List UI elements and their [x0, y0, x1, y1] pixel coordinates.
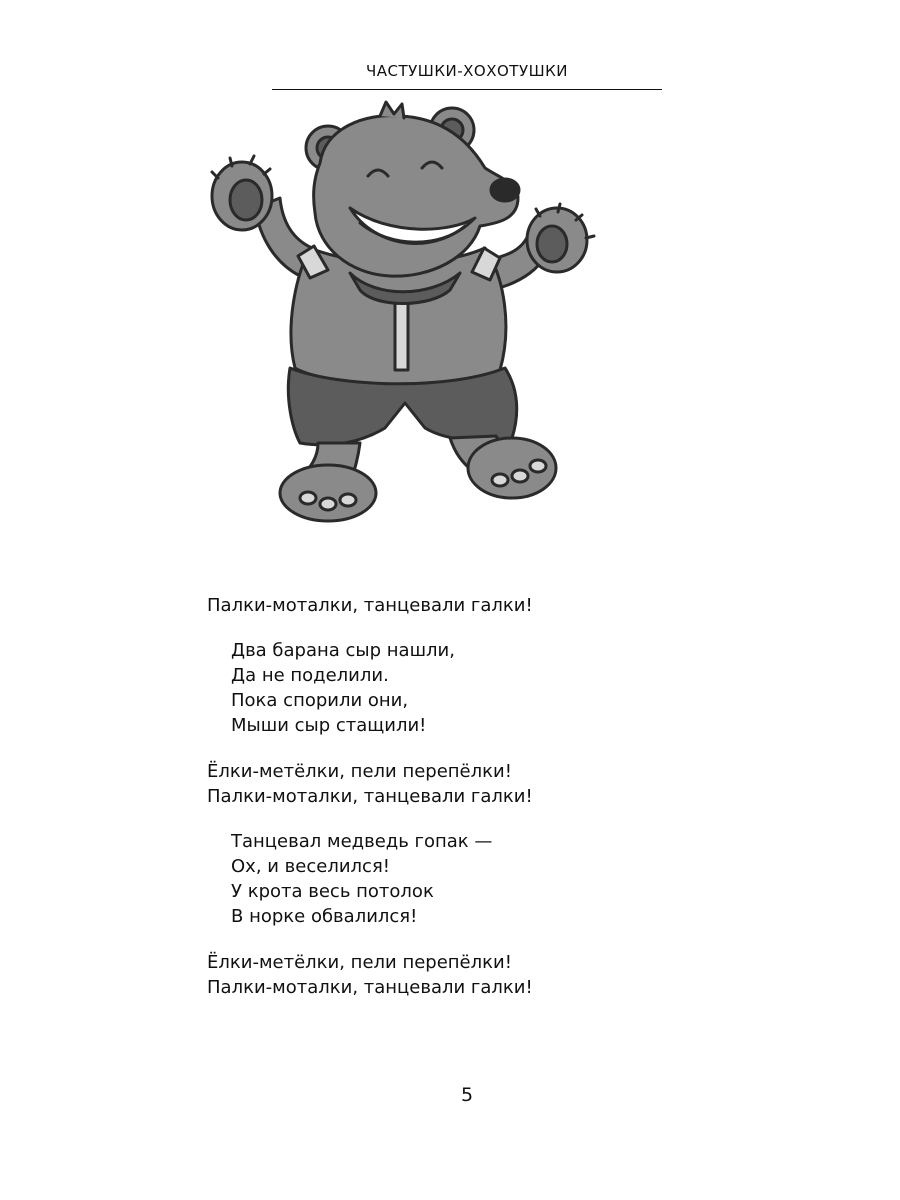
poem-line: Ёлки-метёлки, пели перепёлки! — [207, 761, 512, 782]
bear-illustration — [200, 98, 620, 530]
poem-line: Пока спорили они, — [231, 690, 409, 711]
running-title: ЧАСТУШКИ-ХОХОТУШКИ — [365, 62, 569, 80]
poem-line: Палки-моталки, танцевали галки! — [207, 977, 533, 998]
stanza-refrain — [207, 759, 767, 809]
poem-line: Палки-моталки, танцевали галки! — [207, 786, 533, 807]
poem-line: Да не поделили. — [231, 665, 389, 686]
stanza-verse — [207, 829, 767, 929]
poem — [207, 593, 767, 1000]
stanza-verse — [207, 638, 767, 738]
poem-line: Палки-моталки, танцевали галки! — [207, 595, 533, 616]
poem-line: Два барана сыр нашли, — [231, 640, 455, 661]
stanza-refrain — [207, 950, 767, 1000]
poem-line: У крота весь потолок — [231, 881, 434, 902]
poem-line: Танцевал медведь гопак — — [231, 831, 493, 852]
header-rule — [272, 89, 662, 90]
poem-line: Мыши сыр стащили! — [231, 715, 427, 736]
page-number: 5 — [460, 1084, 474, 1106]
poem-line: В норке обвалился! — [231, 906, 418, 927]
poem-line: Ёлки-метёлки, пели перепёлки! — [207, 952, 512, 973]
stanza-refrain — [207, 593, 767, 618]
poem-line: Ох, и веселился! — [231, 856, 390, 877]
